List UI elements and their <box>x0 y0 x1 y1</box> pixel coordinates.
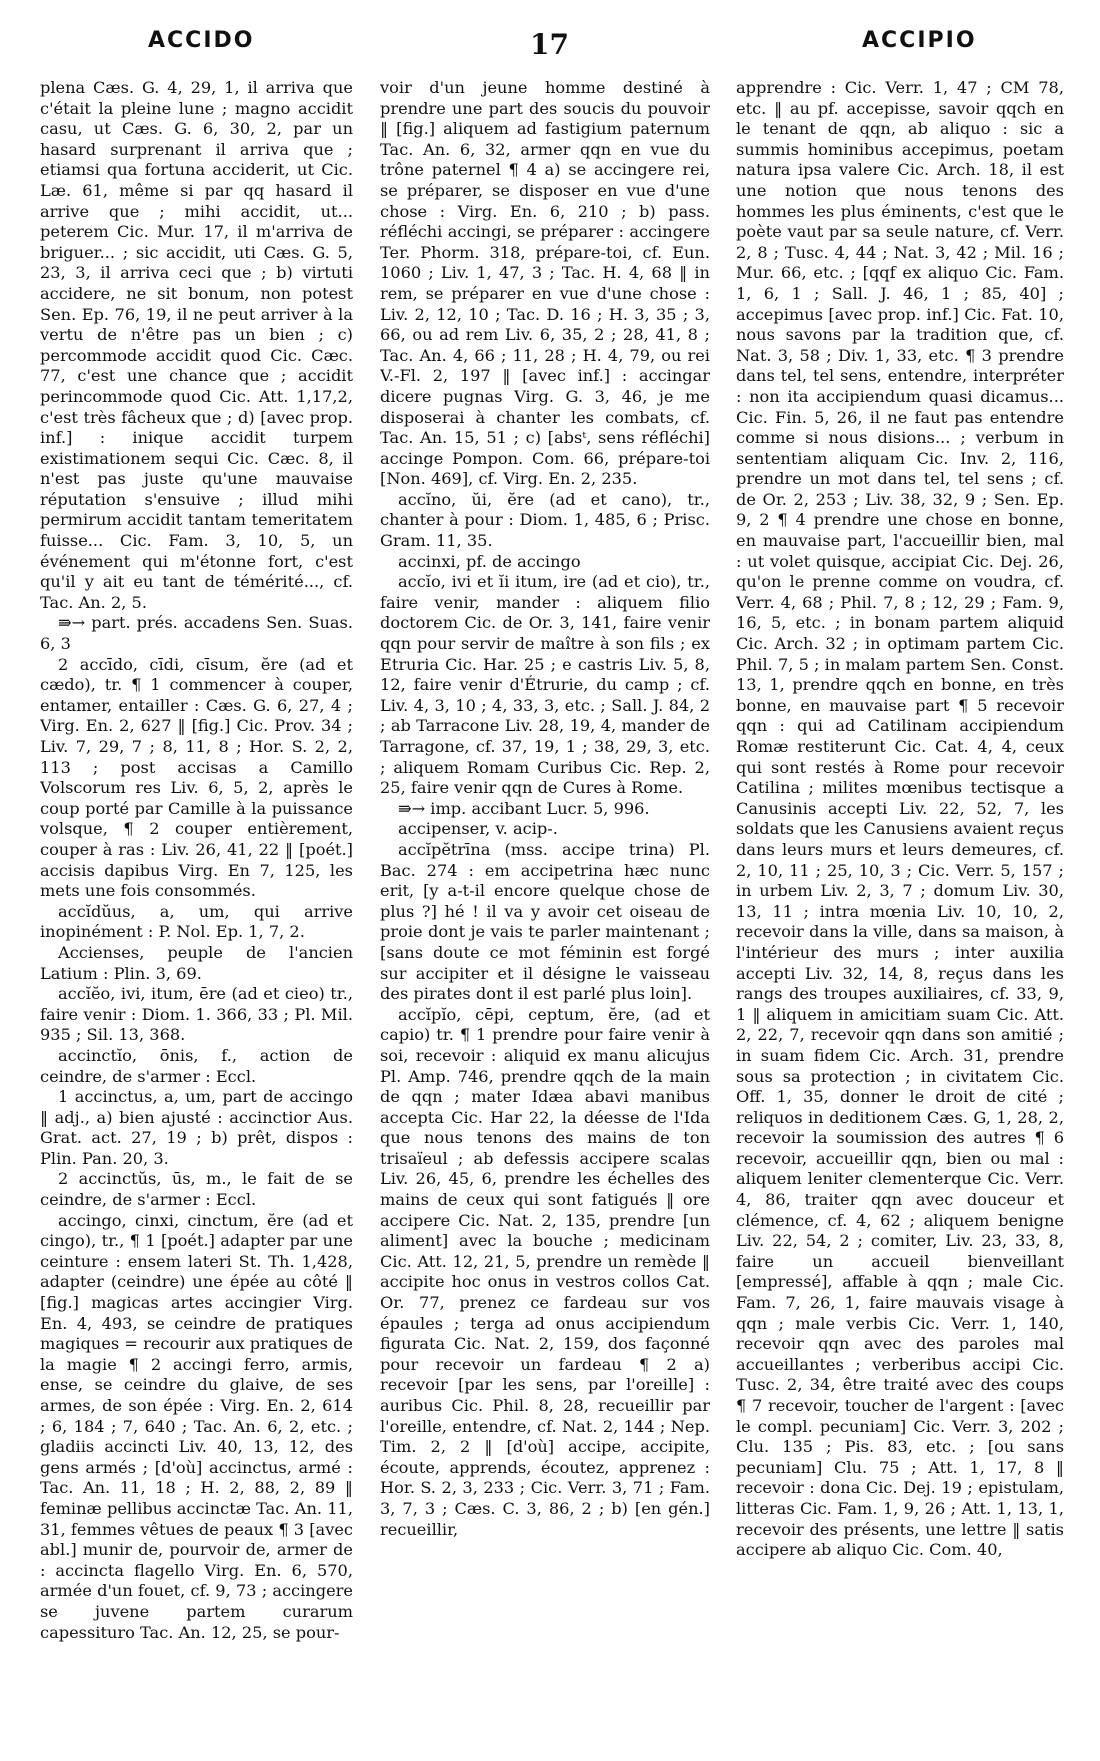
dictionary-entry: accĭpĭo, cēpi, ceptum, ĕre, (ad et capio) tr. ¶ 1 prendre pour faire venir à soi, recevoir : aliquid ex manu alicujus Pl. Amp. 746, prendre qqch de la main de qqn ; mater Idæa abavi manibus accepta Cic. Har 22, la déesse de l'Ida que nous tenons des mains de ton trisaïeul ; ab defessis accipere scalas Liv. 26, 45, 6, prendre les échelles des mains de ceux qui sont fatigués ‖ ore accipere Cic. Nat. 2, 135, prendre [un aliment] avec la bouche ; medicinam Cic. Att. 12, 21, 5, prendre un remède ‖ accipite hoc onus in vestros collos Cat. Or. 77, prenez ce fardeau sur vos épaules ; terga ad onus accipiendum figurata Cic. Nat. 2, 159, dos façonné pour recevoir un fardeau ¶ 2 a) recevoir [par les sens, par l'oreille] : auribus Cic. Phil. 8, 28, recueillir par l'oreille, entendre, cf. Nat. 2, 144 ; Nep. Tim. 2, 2 ‖ [d'où] accipe, accipite, écoute, apprends, écoutez, apprenez : Hor. S. 2, 3, 233 ; Cic. Verr. 3, 71 ; Fam. 3, 7, 3 ; Cæs. C. 3, 86, 2 ; b) [en gén.] recueillir, <box>380 1004 710 1539</box>
dictionary-entry: apprendre : Cic. Verr. 1, 47 ; CM 78, etc. ‖ au pf. accepisse, savoir qqch en le tenant de qqn, ab aliquo : sic a summis hominibus accepimus, poetam natura ipsa valere Cic. Arch. 18, il est une notion que nous tenons des hommes les plus éminents, c'est que le poète vaut par sa seule nature, cf. Verr. 2, 8 ; Tusc. 4, 44 ; Nat. 3, 42 ; Mil. 16 ; Mur. 66, etc. ; [qqf ex aliquo Cic. Fam. 1, 6, 1 ; Sall. J. 46, 1 ; 85, 40] ; accepimus [avec prop. inf.] Cic. Fat. 10, nous savons par la tradition que, cf. Nat. 3, 58 ; Div. 1, 33, etc. ¶ 3 prendre dans tel, tel sens, entendre, interpréter : non ita accipiendum quasi dicamus... Cic. Fin. 5, 26, il ne faut pas entendre comme si nous disions... ; verbum in sententiam aliquam Cic. Inv. 2, 116, prendre un mot dans tel, tel sens ; cf. de Or. 2, 253 ; Liv. 38, 32, 9 ; Sen. Ep. 9, 2 ¶ 4 prendre une chose en bonne, en mauvaise part, l'accueillir bien, mal : ut volet quisque, accipiat Cic. Dej. 26, qu'on le prenne comme on voudra, cf. Verr. 4, 68 ; Phil. 7, 8 ; 12, 29 ; Fam. 9, 16, 5, etc. ; in bonam partem aliquid Cic. Arch. 32 ; in optimam partem Cic. Phil. 7, 5 ; in malam partem Sen. Const. 13, 1, prendre qqch en bonne, en très bonne, en mauvaise part ¶ 5 recevoir qqn : qui ad Catilinam accipiendum Romæ restiterunt Cic. Cat. 4, 4, ceux qui sont restés à Rome pour recevoir Catilina ; milites mœnibus tectisque a Canusinis accepti Liv. 22, 52, 7, les soldats que les Canusiens avaient reçus dans leurs murs et leurs demeures, cf. 2, 10, 11 ; 25, 10, 3 ; Cic. Verr. 5, 157 ; in urbem Liv. 2, 3, 7 ; domum Liv. 30, 13, 11 ; intra mœnia Liv. 10, 10, 2, recevoir dans la ville, dans sa maison, à l'intérieur des murs ; inter auxilia accepti Liv. 32, 14, 8, reçus dans les rangs des troupes auxiliaires, cf. 33, 9, 1 ‖ aliquem in amicitiam suam Cic. Att. 2, 22, 7, recevoir qqn dans son amitié ; in suam fidem Cic. Arch. 31, prendre sous sa protection ; in civitatem Cic. Off. 1, 35, donner le droit de cité ; reliquos in deditionem Cæs. G, 1, 28, 2, recevoir la soumission des autres ¶ 6 recevoir, accueillir qqn, bien ou mal : aliquem leniter clementerque Cic. Verr. 4, 86, traiter qqn avec douceur et clémence, cf. 4, 62 ; aliquem benigne Liv. 22, 54, 2 ; comiter, Liv. 23, 33, 8, faire un accueil bienveillant [empressé], affable à qqn ; male Cic. Fam. 7, 26, 1, faire mauvais visage à qqn ; male verbis Cic. Verr. 1, 140, recevoir qqn avec des paroles mal accueillantes ; verberibus accipi Cic. Tusc. 2, 34, être traité avec des coups ¶ 7 recevoir, toucher de l'argent : [avec le compl. pecuniam] Cic. Verr. 3, 202 ; Clu. 135 ; Pis. 83, etc. ; [ou sans pecuniam] Clu. 75 ; Att. 1, 17, 8 ‖ recevoir : dona Cic. Dej. 19 ; epistulam, litteras Cic. Fam. 1, 9, 26 ; Att. 1, 13, 1, recevoir des présents, une lettre ‖ satis accipere ab aliquo Cic. Com. 40, <box>736 78 1064 1560</box>
dictionary-entry: voir d'un jeune homme destiné à prendre une part des soucis du pouvoir ‖ [fig.] aliquem ad fastigium paternum Tac. An. 6, 32, armer qqn en vue du trône paternel ¶ 4 a) se accingere rei, se préparer, se disposer en vue d'une chose : Virg. En. 6, 210 ; b) pass. réfléchi accingi, se préparer : accingere Ter. Phorm. 318, prépare-toi, cf. Eun. 1060 ; Liv. 1, 47, 3 ; Tac. H. 4, 68 ‖ in rem, se préparer en vue d'une chose : Liv. 2, 12, 10 ; Tac. D. 16 ; H. 3, 35 ; 3, 66, ou ad rem Liv. 6, 35, 2 ; 28, 41, 8 ; Tac. An. 4, 66 ; 11, 28 ; H. 4, 79, ou rei V.-Fl. 2, 197 ‖ [avec inf.] : accingar dicere pugnas Virg. G. 3, 46, je me disposerai à chanter les combats, cf. Tac. An. 15, 51 ; c) [absᵗ, sens réfléchi] accinge Pompon. Com. 66, prépare-toi [Non. 469], cf. Virg. En. 2, 235. <box>380 78 710 489</box>
right-running-head: ACCIPIO <box>862 28 977 53</box>
dictionary-entry: plena Cæs. G. 4, 29, 1, il arriva que c'était la pleine lune ; magno accidit casu, ut Cæs. G. 6, 30, 2, par un hasard surprenant il arriva que ; etiamsi qua fortuna acciderit, ut Cic. Læ. 61, même si par qq hasard il arrive que ; mihi accidit, ut... peterem Cic. Mur. 17, il m'arriva de briguer... ; sic accidit, uti Cæs. G. 5, 23, 3, il arriva ceci que ; b) virtuti accidere, ne sit bonum, non potest Sen. Ep. 76, 19, il ne peut arriver à la vertu de n'être pas un bien ; c) percommode accidit quod Cic. Cæc. 77, c'est une chance que ; accidit perincommode quod Cic. Att. 1,17,2, c'est très fâcheux que ; d) [avec prop. inf.] : inique accidit turpem existimationem sequi Cic. Cæc. 8, il n'est pas juste qu'une mauvaise réputation s'ensuive ; illud mihi permirum accidit tantam temeritatem fuisse... Cic. Fam. 3, 10, 5, un événement qui m'étonne fort, c'est qu'il y ait eu tant de témérité..., cf. Tac. An. 2, 5. <box>40 78 353 612</box>
dictionary-entry: accĭpĕtrīna (mss. accipe trina) Pl. Bac. 274 : em accipetrina hæc nunc erit, [y a-t-il encore quelque chose de plus ?] hé ! il va y avoir cet oiseau de proie dont je vais te parler maintenant ; [sans doute ce mot féminin est forgé sur accipiter et il désigne le vaisseau des pirates dont il est parlé plus loin]. <box>380 839 710 1004</box>
dictionary-entry: ⇛→ part. prés. accadens Sen. Suas. 6, 3 <box>40 613 353 654</box>
dictionary-entry: accingo, cinxi, cinctum, ĕre (ad et cingo), tr., ¶ 1 [poét.] adapter par une ceinture : ensem lateri St. Th. 1,428, adapter (ceindre) une épée au côté ‖ [fig.] magicas artes accingier Virg. En. 4, 493, se ceindre de pratiques magiques = recourir aux pratiques de la magie ¶ 2 accingi ferro, armis, ense, se ceindre du glaive, de ses armes, de son épée : Virg. En. 2, 614 ; 6, 184 ; 7, 640 ; Tac. An. 6, 2, etc. ; gladiis accincti Liv. 40, 13, 12, des gens armés ; [d'où] accinctus, armé : Tac. An. 11, 18 ; H. 2, 88, 2, 89 ‖ feminæ pellibus accinctæ Tac. An. 11, 31, femmes vêtues de peaux ¶ 3 [avec abl.] munir de, pourvoir de, armer de : accincta flagello Virg. En. 6, 570, armée d'un fouet, cf. 9, 73 ; accingere se juvene partem curarum capessituro Tac. An. 12, 25, se pour- <box>40 1210 353 1642</box>
dictionary-entry: accipenser, v. acip-. <box>398 819 558 839</box>
column-middle <box>380 78 710 1748</box>
dictionary-entry: accĭno, ŭi, ĕre (ad et cano), tr., chanter à pour : Diom. 1, 485, 6 ; Prisc. Gram. 11, 35. <box>380 489 710 551</box>
column-right <box>736 78 1064 1748</box>
dictionary-entry: accĭo, ivi et ĭi itum, ire (ad et cio), tr., faire venir, mander : aliquem filio doctorem Cic. de Or. 3, 141, faire venir qqn pour servir de maître à son fils ; ex Etruria Cic. Har. 25 ; e castris Liv. 5, 8, 12, faire venir d'Étrurie, du camp ; cf. Liv. 4, 3, 10 ; 4, 33, 3, etc. ; Sall. J. 84, 2 ; ab Tarracone Liv. 28, 19, 4, mander de Tarragone, cf. 37, 19, 1 ; 38, 29, 3, etc. ; aliquem Romam Curibus Cic. Rep. 2, 25, faire venir qqn de Cures à Rome. <box>380 572 710 798</box>
dictionary-entry: 2 accīdo, cīdi, cīsum, ĕre (ad et cædo), tr. ¶ 1 commencer à couper, entamer, entailler : Cæs. G. 6, 27, 4 ; Virg. En. 2, 627 ‖ [fig.] Cic. Prov. 34 ; Liv. 7, 29, 7 ; 8, 11, 8 ; Hor. S. 2, 2, 113 ; post accisas a Camillo Volscorum res Liv. 6, 5, 2, après le coup porté par Camille à la puissance volsque, ¶ 2 couper entièrement, couper à ras : Liv. 26, 41, 22 ‖ [poét.] accisis dapibus Virg. En 7, 125, les mets une fois consommés. <box>40 654 353 901</box>
page-number: 17 <box>530 28 569 61</box>
page-header <box>0 28 1100 68</box>
dictionary-entry: accinctĭo, ōnis, f., action de ceindre, de s'armer : Eccl. <box>40 1045 353 1086</box>
dictionary-entry: 1 accinctus, a, um, part de accingo ‖ adj., a) bien ajusté : accinctior Aus. Grat. act. 27, 19 ; b) prêt, dispos : Plin. Pan. 20, 3. <box>40 1087 353 1168</box>
dictionary-entry: Accienses, peuple de l'ancien Latium : Plin. 3, 69. <box>40 942 353 983</box>
left-running-head: ACCIDO <box>148 28 255 53</box>
column-left <box>40 78 353 1748</box>
dictionary-entry: accĭĕo, ivi, itum, ēre (ad et cieo) tr., faire venir : Diom. 1. 366, 33 ; Pl. Mil. 935 ; Sil. 13, 368. <box>40 984 353 1045</box>
dictionary-entry: accinxi, pf. de accingo <box>398 551 581 571</box>
dictionary-entry: 2 accinctŭs, ūs, m., le fait de se ceindre, de s'armer : Eccl. <box>40 1169 353 1210</box>
dictionary-entry: accĭdŭus, a, um, qui arrive inopinément : P. Nol. Ep. 1, 7, 2. <box>40 901 353 942</box>
dictionary-entry: ⇛→ imp. accibant Lucr. 5, 996. <box>398 798 650 818</box>
